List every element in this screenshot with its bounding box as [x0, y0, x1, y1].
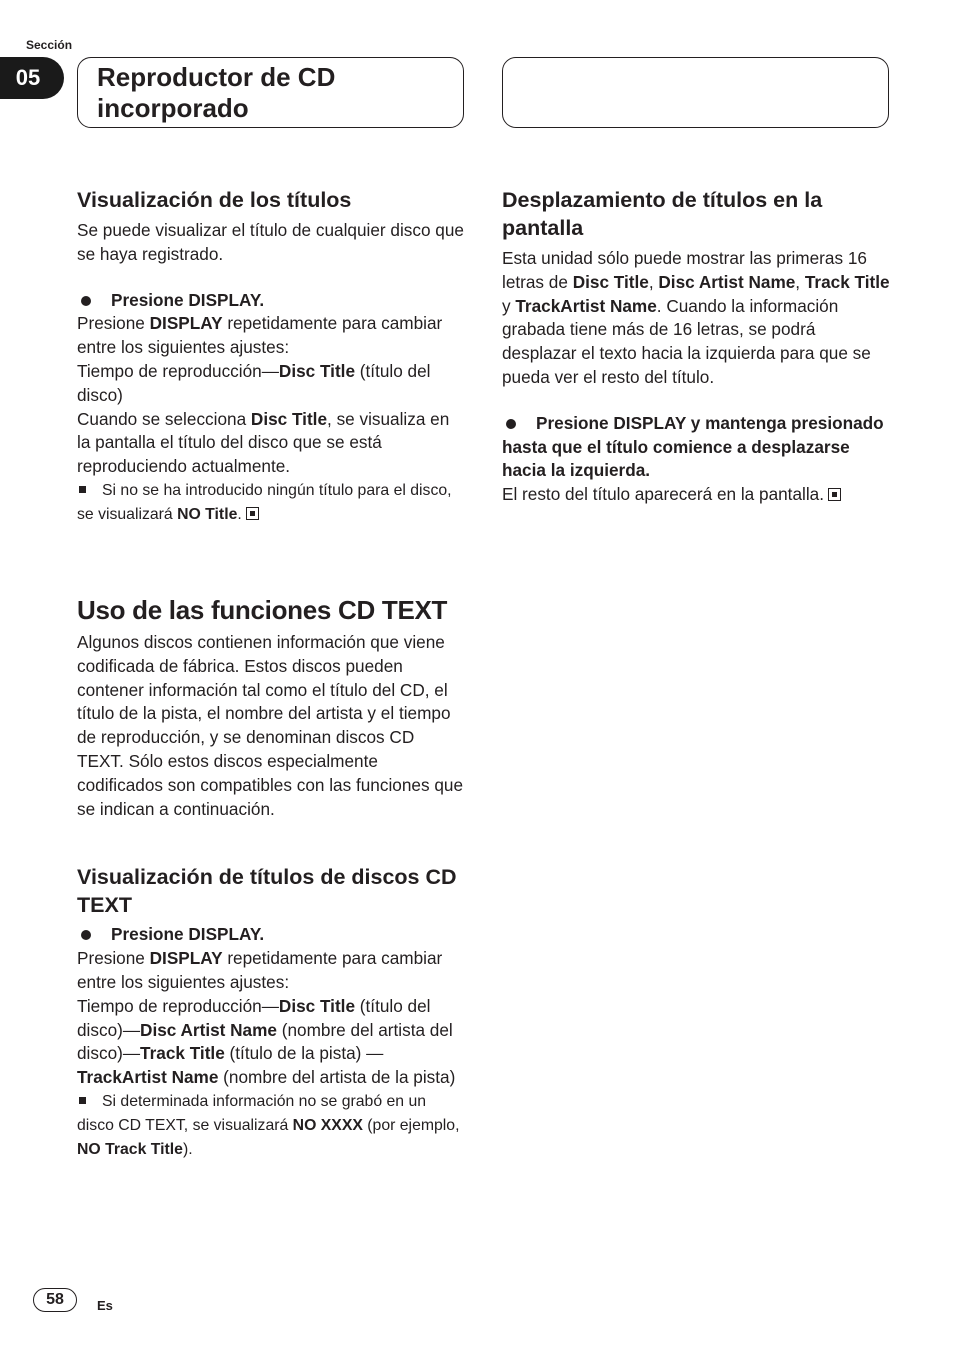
section-label: Sección [26, 38, 73, 52]
left-column [77, 186, 465, 1162]
result-paragraph: El resto del título aparecerá en la pantalla. [502, 483, 890, 507]
end-of-section-icon [828, 488, 841, 501]
settings-sequence: Tiempo de reproducción—Disc Title (título del disco) [77, 360, 431, 405]
note-square-icon [79, 1097, 86, 1104]
step-bullet: Presione DISPLAY. [77, 289, 465, 313]
step-paragraph: Presione DISPLAY repetidamente para cambiar entre los siguientes ajustes: [77, 313, 443, 358]
scroll-paragraph: Esta unidad sólo puede mostrar las primeras 16 letras de Disc Title, Disc Artist Name, Track Title y TrackArtist Name. Cuando la información grabada tiene más de 16 letras, se podrá desplazar el texto hacia la izquierda para que se pueda ver el resto del título. [502, 248, 890, 387]
note-square-icon [79, 486, 86, 493]
cd-text-paragraph: Algunos discos contienen información que viene codificada de fábrica. Estos discos pueden contener información tal como el título del CD, el título de la pista, el nombre del artista y el tiempo de reproducción, y se denominan discos CD TEXT. Sólo estos discos especialmente codificados son compatibles con las funciones que se indican a continuación. [77, 631, 463, 819]
page-number: 58 [33, 1288, 77, 1312]
disc-title-paragraph: Cuando se selecciona Disc Title, se visualiza en la pantalla el título del disco que se está reproduciendo actualmente. [77, 408, 450, 477]
bullet-dot-icon [81, 930, 91, 940]
heading-cd-text-titles: Visualización de títulos de discos CD TEXT [77, 865, 457, 918]
bullet-dot-icon [506, 419, 516, 429]
settings-sequence: Tiempo de reproducción—Disc Title (título del disco)—Disc Artist Name (nombre del artista del disco)—Track Title (título de la pista) —TrackArtist Name (nombre del artista de la pista) [77, 995, 456, 1088]
step-paragraph: Presione DISPLAY repetidamente para cambiar entre los siguientes ajustes: [77, 948, 443, 992]
intro-paragraph: Se puede visualizar el título de cualquier disco que se haya registrado. [77, 220, 464, 264]
bullet-dot-icon [81, 296, 91, 306]
chapter-title-box [77, 57, 464, 128]
step-bullet: Presione DISPLAY. [77, 923, 465, 947]
note: Si no se ha introducido ningún título para el disco, se visualizará NO Title. [77, 481, 452, 523]
language-code: Es [97, 1298, 113, 1313]
end-of-section-icon [246, 507, 259, 520]
heading-cd-text: Uso de las funciones CD TEXT [77, 594, 448, 625]
right-column [502, 186, 890, 507]
header-empty-box [502, 57, 889, 128]
heading-desplazamiento: Desplazamiento de títulos en la pantalla [502, 188, 823, 240]
heading-visualizacion-titulos: Visualización de los títulos [77, 188, 352, 212]
step-bullet: Presione DISPLAY y mantenga presionado hasta que el título comience a desplazarse hacia la izquierda. [502, 412, 884, 481]
note: Si determinada información no se grabó en un disco CD TEXT, se visualizará NO XXXX (por ejemplo, NO Track Title). [77, 1092, 460, 1158]
section-number-badge: 05 [0, 57, 64, 99]
chapter-title: Reproductor de CD incorporado [97, 62, 336, 123]
